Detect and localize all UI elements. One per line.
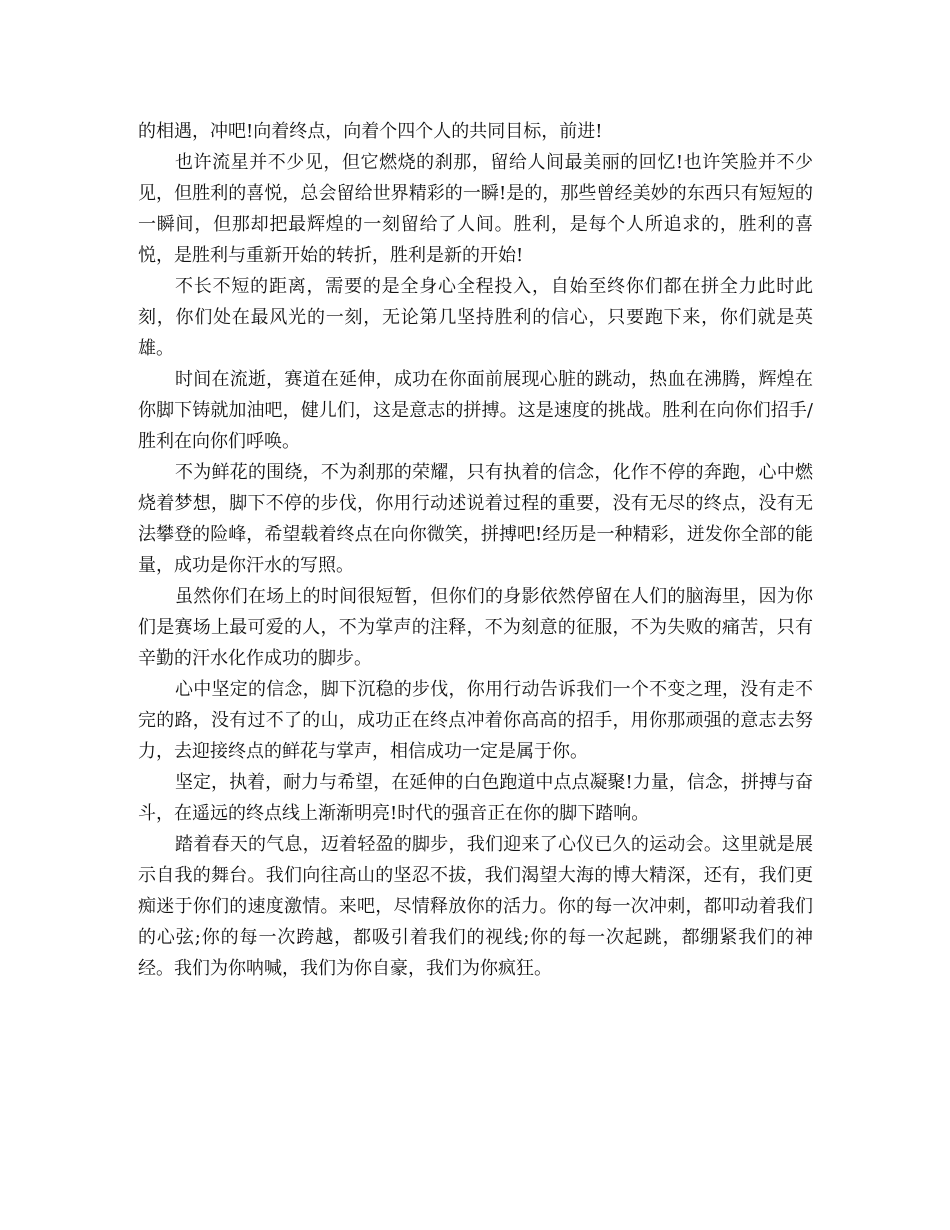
paragraph-6: 虽然你们在场上的时间很短暂，但你们的身影依然停留在人们的脑海里，因为你们是赛场上最可爱的人，不为掌声的注释，不为刻意的征服，不为失败的痛苦，只有辛勤的汗水化作成功的脚步。 <box>138 586 813 669</box>
paragraph-1-continuation: 的相遇，冲吧!向着终点，向着个四个人的共同目标，前进! <box>138 121 603 142</box>
paragraph-3: 不长不短的距离，需要的是全身心全程投入，自始至终你们都在拼全力此时此刻，你们处在最风光的一刻，无论第几坚持胜利的信心，只要跑下来，你们就是英雄。 <box>138 276 813 359</box>
paragraph-8: 坚定，执着，耐力与希望，在延伸的白色跑道中点点凝聚!力量，信念，拼搏与奋斗，在遥远的终点线上渐渐明亮!时代的强音正在你的脚下踏响。 <box>138 772 813 824</box>
paragraph-4: 时间在流逝，赛道在延伸，成功在你面前展现心脏的跳动，热血在沸腾，辉煌在你脚下铸就加油吧，健儿们，这是意志的拼搏。这是速度的挑战。胜利在向你们招手/胜利在向你们呼唤。 <box>138 369 813 452</box>
paragraph-2: 也许流星并不少见，但它燃烧的刹那，留给人间最美丽的回忆!也许笑脸并不少见，但胜利的喜悦，总会留给世界精彩的一瞬!是的，那些曾经美妙的东西只有短短的一瞬间，但那却把最辉煌的一刻留给了人间。胜利，是每个人所追求的，胜利的喜悦，是胜利与重新开始的转折，胜利是新的开始! <box>138 152 813 266</box>
paragraph-7: 心中坚定的信念，脚下沉稳的步伐，你用行动告诉我们一个不变之理，没有走不完的路，没有过不了的山，成功正在终点冲着你高高的招手，用你那顽强的意志去努力，去迎接终点的鲜花与掌声，相信成功一定是属于你。 <box>138 679 813 762</box>
paragraph-9: 踏着春天的气息，迈着轻盈的脚步，我们迎来了心仪已久的运动会。这里就是展示自我的舞台。我们向往高山的坚忍不拔，我们渴望大海的博大精深，还有，我们更痴迷于你们的速度激情。来吧，尽情释放你的活力。你的每一次冲刺，都叩动着我们的心弦;你的每一次跨越，都吸引着我们的视线;你的每一次起跳，都绷紧我们的神经。我们为你呐喊，我们为你自豪，我们为你疯狂。 <box>138 834 813 979</box>
document-body <box>138 116 813 984</box>
paragraph-5: 不为鲜花的围绕，不为刹那的荣耀，只有执着的信念，化作不停的奔跑，心中燃烧着梦想，脚下不停的步伐，你用行动述说着过程的重要，没有无尽的终点，没有无法攀登的险峰，希望载着终点在向你微笑，拼搏吧!经历是一种精彩，迸发你全部的能量，成功是你汗水的写照。 <box>138 462 813 576</box>
